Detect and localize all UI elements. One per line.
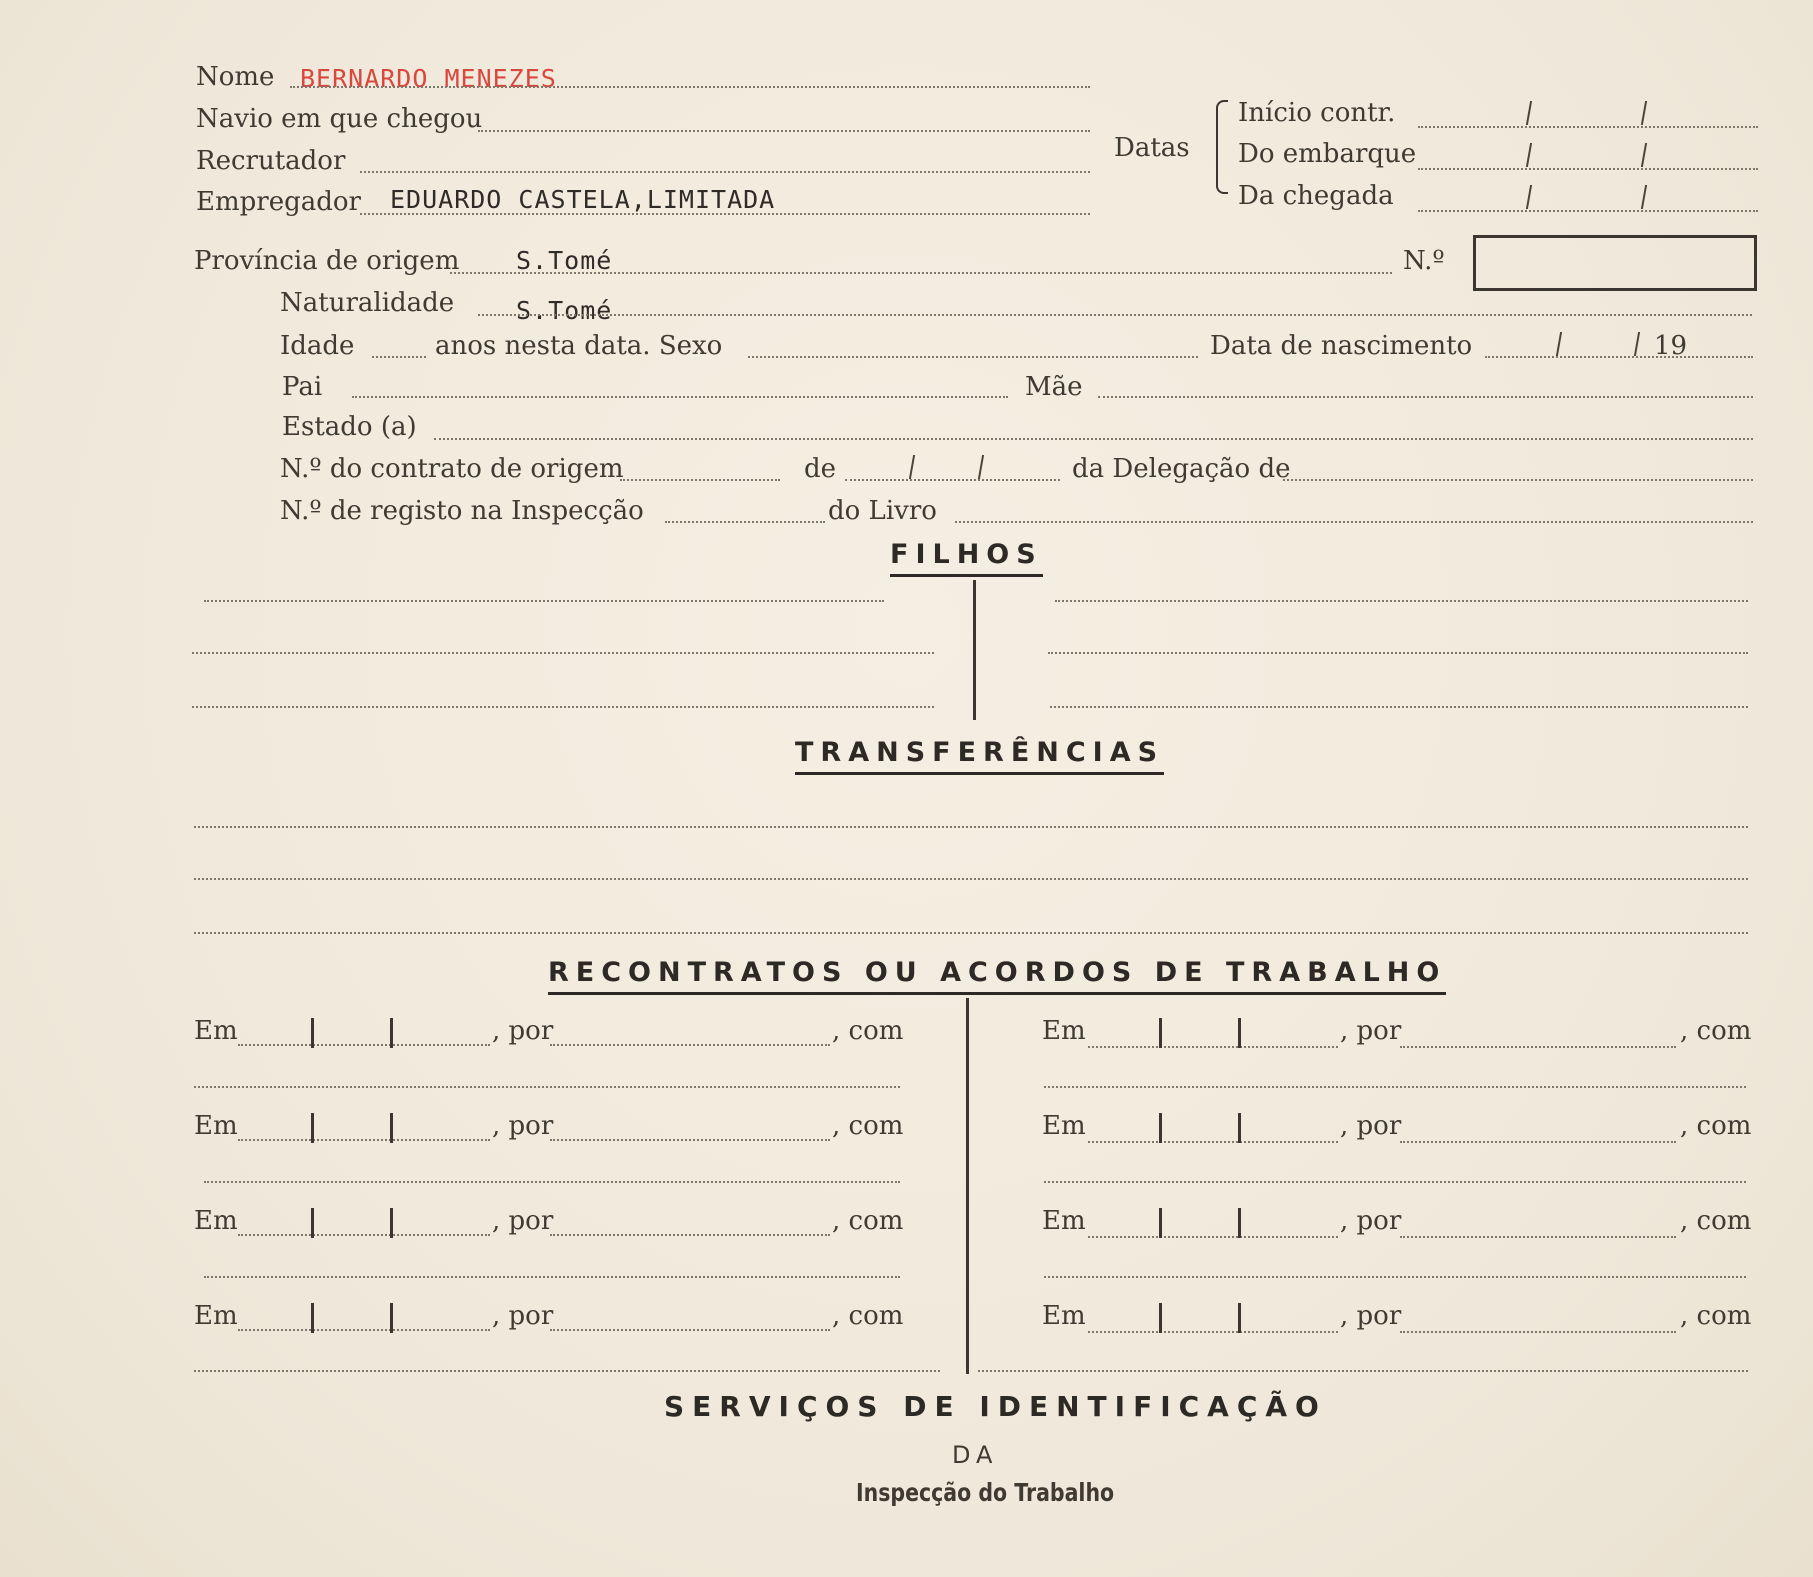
- provincia-label: Província de origem: [194, 246, 460, 276]
- contrato-date-line: [845, 479, 1060, 481]
- datas-chegada-label: Da chegada: [1238, 181, 1394, 211]
- footer-inspeccao: Inspecção do Trabalho: [856, 1478, 1115, 1507]
- recontratos-heading: RECONTRATOS OU ACORDOS DE TRABALHO: [548, 959, 1446, 995]
- em-label: Em: [1042, 1016, 1086, 1046]
- provincia-value: S.Tomé: [516, 246, 613, 275]
- em-date-bar-1: [311, 1113, 314, 1143]
- provincia-line: [450, 272, 1392, 274]
- em-date-bar-2: [390, 1113, 393, 1143]
- pai-label: Pai: [282, 372, 323, 402]
- nascimento-slash-1: [1556, 332, 1562, 356]
- transferencias-line-1: [194, 826, 1748, 828]
- filhos-left-line-1: [204, 600, 884, 602]
- com-label: , com: [1680, 1301, 1752, 1331]
- por-label: , por: [492, 1206, 554, 1236]
- contrato-de-label: de: [804, 454, 837, 484]
- em-label: Em: [1042, 1206, 1086, 1236]
- mae-line: [1098, 396, 1753, 398]
- nascimento-year-prefix: 19: [1654, 331, 1688, 361]
- idade-label: Idade: [280, 331, 355, 361]
- com-label: , com: [1680, 1016, 1752, 1046]
- por-line: [1400, 1046, 1676, 1048]
- por-label: , por: [492, 1016, 554, 1046]
- delegacao-line: [1283, 479, 1753, 481]
- naturalidade-line: [478, 314, 1752, 316]
- datas-embarque-slash-1: [1526, 143, 1532, 167]
- com-label: , com: [1680, 1111, 1752, 1141]
- datas-embarque-slash-2: [1641, 143, 1647, 167]
- em-date-bar-2: [1238, 1303, 1241, 1333]
- numero-label: N.º: [1403, 246, 1445, 276]
- em-date-line: [238, 1234, 490, 1236]
- com-label: , com: [832, 1301, 904, 1331]
- nome-value: BERNARDO MENEZES: [300, 64, 557, 93]
- naturalidade-label: Naturalidade: [280, 288, 455, 318]
- em-date-line: [238, 1329, 490, 1331]
- numero-box: [1473, 235, 1757, 291]
- empregador-value: EDUARDO CASTELA,LIMITADA: [390, 185, 776, 214]
- contrato-slash-2: [978, 455, 984, 479]
- por-line: [1400, 1236, 1676, 1238]
- empregador-label: Empregador: [196, 187, 361, 217]
- em-date-bar-2: [1238, 1208, 1241, 1238]
- nome-label: Nome: [196, 62, 275, 92]
- datas-inicio-label: Início contr.: [1238, 98, 1396, 128]
- datas-embarque-label: Do embarque: [1238, 139, 1417, 169]
- datas-chegada-slash-1: [1526, 185, 1532, 209]
- mae-label: Mãe: [1025, 372, 1083, 402]
- livro-label: do Livro: [828, 496, 937, 526]
- nascimento-label: Data de nascimento: [1210, 331, 1473, 361]
- em-date-line: [1088, 1331, 1338, 1333]
- row-continuation-line: [204, 1181, 900, 1183]
- idade-line: [372, 356, 426, 358]
- por-line: [1400, 1331, 1676, 1333]
- footer-servicos: SERVIÇOS DE IDENTIFICAÇÃO: [664, 1390, 1327, 1423]
- em-date-bar-1: [311, 1208, 314, 1238]
- em-date-bar-2: [1238, 1018, 1241, 1048]
- em-label: Em: [1042, 1111, 1086, 1141]
- por-label: , por: [1340, 1206, 1402, 1236]
- nascimento-line: [1485, 356, 1753, 358]
- em-date-line: [1088, 1046, 1338, 1048]
- em-date-bar-2: [390, 1303, 393, 1333]
- pai-line: [352, 396, 1008, 398]
- row-continuation-line: [194, 1370, 940, 1372]
- por-line: [1400, 1141, 1676, 1143]
- transferencias-line-2: [194, 878, 1748, 880]
- delegacao-label: da Delegação de: [1072, 454, 1291, 484]
- em-label: Em: [194, 1301, 238, 1331]
- filhos-divider: [973, 580, 976, 720]
- filhos-left-line-3: [192, 706, 934, 708]
- por-line: [550, 1234, 830, 1236]
- row-continuation-line: [1044, 1086, 1746, 1088]
- recontratos-divider: [966, 998, 969, 1374]
- em-date-bar-2: [390, 1018, 393, 1048]
- row-continuation-line: [1044, 1276, 1746, 1278]
- filhos-right-line-1: [1055, 600, 1748, 602]
- com-label: , com: [1680, 1206, 1752, 1236]
- recrutador-line: [360, 171, 1090, 173]
- com-label: , com: [832, 1016, 904, 1046]
- com-label: , com: [832, 1111, 904, 1141]
- em-date-line: [238, 1139, 490, 1141]
- por-label: , por: [492, 1111, 554, 1141]
- por-label: , por: [1340, 1301, 1402, 1331]
- em-date-bar-1: [1159, 1018, 1162, 1048]
- em-date-bar-1: [311, 1303, 314, 1333]
- filhos-right-line-3: [1050, 706, 1748, 708]
- datas-label: Datas: [1114, 133, 1190, 163]
- em-date-line: [1088, 1141, 1338, 1143]
- navio-label: Navio em que chegou: [196, 104, 483, 134]
- transferencias-heading: TRANSFERÊNCIAS: [795, 739, 1164, 775]
- livro-line: [955, 521, 1753, 523]
- por-line: [550, 1044, 830, 1046]
- em-date-bar-2: [1238, 1113, 1241, 1143]
- por-line: [550, 1139, 830, 1141]
- footer-da: DA: [952, 1441, 999, 1469]
- filhos-heading: FILHOS: [890, 541, 1043, 577]
- naturalidade-value: S.Tomé: [516, 296, 613, 325]
- com-label: , com: [832, 1206, 904, 1236]
- em-date-bar-1: [1159, 1303, 1162, 1333]
- navio-line: [478, 130, 1090, 132]
- em-label: Em: [1042, 1301, 1086, 1331]
- datas-brace: [1216, 100, 1228, 194]
- em-date-bar-1: [1159, 1208, 1162, 1238]
- row-continuation-line: [194, 1086, 900, 1088]
- em-date-bar-1: [311, 1018, 314, 1048]
- contrato-line: [620, 479, 780, 481]
- row-continuation-line: [978, 1370, 1748, 1372]
- em-label: Em: [194, 1111, 238, 1141]
- datas-chegada-slash-2: [1641, 185, 1647, 209]
- nome-line: [290, 86, 1090, 88]
- estado-label: Estado (a): [282, 412, 417, 442]
- registo-label: N.º de registo na Inspecção: [280, 496, 644, 526]
- row-continuation-line: [204, 1276, 900, 1278]
- nascimento-slash-2: [1634, 332, 1640, 356]
- filhos-left-line-2: [192, 652, 934, 654]
- por-label: , por: [1340, 1111, 1402, 1141]
- datas-chegada-line: [1418, 210, 1758, 212]
- filhos-right-line-2: [1048, 652, 1748, 654]
- transferencias-line-3: [194, 932, 1748, 934]
- por-label: , por: [1340, 1016, 1402, 1046]
- datas-embarque-line: [1418, 168, 1758, 170]
- recrutador-label: Recrutador: [196, 146, 346, 176]
- contrato-label: N.º do contrato de origem: [280, 454, 624, 484]
- row-continuation-line: [1044, 1181, 1746, 1183]
- em-label: Em: [194, 1206, 238, 1236]
- por-label: , por: [492, 1301, 554, 1331]
- contrato-slash-1: [909, 455, 915, 479]
- em-date-bar-1: [1159, 1113, 1162, 1143]
- anos-sexo-label: anos nesta data. Sexo: [435, 331, 723, 361]
- estado-line: [434, 438, 1753, 440]
- em-date-bar-2: [390, 1208, 393, 1238]
- datas-inicio-slash-1: [1526, 101, 1532, 125]
- empregador-line: [360, 213, 1090, 215]
- em-label: Em: [194, 1016, 238, 1046]
- em-date-line: [238, 1044, 490, 1046]
- registo-line: [665, 521, 825, 523]
- em-date-line: [1088, 1236, 1338, 1238]
- datas-inicio-line: [1418, 126, 1758, 128]
- por-line: [550, 1329, 830, 1331]
- sexo-line: [748, 356, 1198, 358]
- datas-inicio-slash-2: [1641, 101, 1647, 125]
